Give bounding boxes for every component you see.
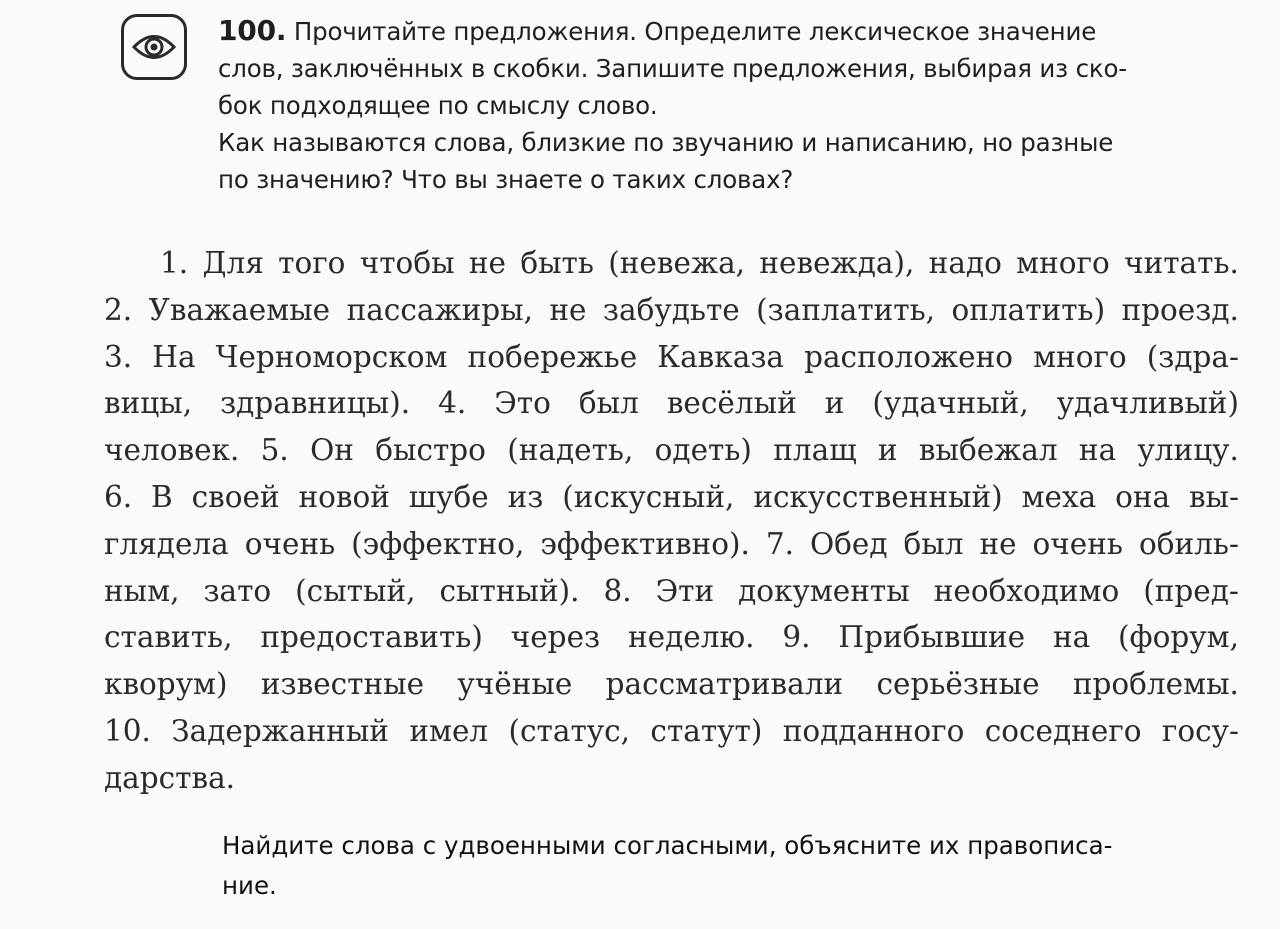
word: того	[278, 246, 346, 280]
text-line	[104, 521, 1239, 568]
text-line	[104, 287, 1239, 334]
word: много	[1033, 339, 1127, 374]
word: одеть)	[654, 433, 752, 468]
word: 9.	[782, 620, 811, 655]
word: побережье	[467, 339, 638, 374]
word: неделю.	[627, 620, 755, 655]
word: серьёзные	[876, 667, 1040, 702]
word: здравницы).	[220, 386, 411, 421]
text-line	[104, 474, 1239, 521]
word: не	[549, 292, 587, 327]
word: вицы,	[104, 386, 193, 421]
instruction-line: бок подходящее по смыслу слово.	[218, 91, 658, 120]
exercise-number: 100.	[218, 14, 287, 47]
word: ставить,	[104, 620, 233, 655]
word: быть	[520, 246, 594, 280]
word: забудьте	[602, 292, 740, 327]
exercise-instructions	[218, 12, 1243, 198]
word: надо	[928, 246, 1002, 280]
text-line	[104, 661, 1239, 708]
word: очень	[1032, 526, 1123, 561]
word: 3.	[104, 339, 133, 374]
word: 8.	[603, 573, 632, 608]
word: Черноморском	[215, 339, 448, 374]
word: 1.	[160, 246, 189, 280]
word: и	[824, 386, 845, 421]
word: (невежа,	[608, 246, 746, 280]
word: (заплатить,	[756, 292, 936, 327]
word: ным,	[104, 573, 180, 608]
word: быстро	[375, 433, 486, 468]
word: (искусный,	[562, 479, 735, 514]
word: на	[1052, 620, 1091, 655]
word: кворум)	[104, 667, 228, 702]
word: выбежал	[918, 433, 1058, 468]
word: (надеть,	[507, 433, 634, 468]
word: Для	[202, 246, 264, 280]
word: (удачный,	[872, 386, 1029, 421]
word: (статус,	[508, 713, 631, 748]
instruction-line: по значению? Что вы знаете о таких словах?	[218, 165, 794, 194]
additional-task	[222, 826, 1242, 906]
word: обиль-	[1138, 526, 1239, 561]
word: документы	[738, 573, 910, 608]
word: сытный).	[439, 573, 580, 608]
word: В	[151, 479, 173, 514]
word: Задержанный	[171, 713, 389, 748]
word: Кавказа	[657, 339, 784, 374]
word: вы-	[1188, 479, 1239, 514]
word: она	[1115, 479, 1171, 514]
word: весёлый	[666, 386, 797, 421]
word: 7.	[765, 526, 794, 561]
word: был	[578, 386, 639, 421]
text-line	[104, 334, 1239, 381]
text-line	[104, 427, 1239, 474]
word: не	[468, 246, 506, 280]
word: меха	[1021, 479, 1097, 514]
instruction-line: 100. Прочитайте предложения. Определите лексическое значение	[218, 14, 1097, 47]
word: необходимо	[933, 573, 1120, 608]
text-line	[104, 614, 1239, 661]
word: эффективно).	[540, 526, 750, 561]
text-line: дарства.	[104, 760, 236, 795]
word: имел	[409, 713, 489, 748]
word: пассажиры,	[346, 292, 533, 327]
instruction-line: слов, заключённых в скобки. Запишите предложения, выбирая из ско-	[218, 54, 1127, 83]
word: своей	[191, 479, 280, 514]
word: глядела	[104, 526, 229, 561]
instruction-line: Как называются слова, близкие по звучанию и написанию, но разные	[218, 128, 1114, 157]
word: оплатить)	[951, 292, 1106, 327]
word: (пред-	[1143, 573, 1239, 608]
word: Обед	[809, 526, 888, 561]
word: Эти	[655, 573, 715, 608]
word: плащ	[773, 433, 857, 468]
word: Это	[494, 386, 551, 421]
task-line: ние.	[222, 871, 277, 900]
word: новой	[298, 479, 390, 514]
word: 4.	[438, 386, 467, 421]
word: 5.	[260, 433, 289, 468]
word: удачливый)	[1056, 386, 1239, 421]
word: 2.	[104, 292, 133, 327]
word: (эффектно,	[351, 526, 525, 561]
word: улицу.	[1137, 433, 1239, 468]
exercise-sentences	[104, 240, 1239, 802]
word: из	[507, 479, 544, 514]
word: 10.	[104, 713, 151, 748]
text-line	[104, 568, 1239, 615]
word: через	[510, 620, 601, 655]
word: подданного	[782, 713, 965, 748]
word: не	[979, 526, 1017, 561]
word: рассматривали	[605, 667, 844, 702]
word: (форум,	[1118, 620, 1239, 655]
word: человек.	[104, 433, 240, 468]
word: на	[1078, 433, 1117, 468]
word: невежда),	[759, 246, 915, 280]
word: проблемы.	[1072, 667, 1239, 702]
word: 6.	[104, 479, 133, 514]
word: Прибывшие	[838, 620, 1026, 655]
word: На	[152, 339, 196, 374]
word: и	[877, 433, 898, 468]
word: статут)	[650, 713, 763, 748]
word: много	[1016, 246, 1110, 280]
word: был	[903, 526, 964, 561]
word: искусственный)	[753, 479, 1003, 514]
text-line	[104, 240, 1239, 287]
word: проезд.	[1121, 292, 1239, 327]
word: (сытый,	[295, 573, 416, 608]
eye-icon	[121, 14, 187, 80]
text-line	[104, 380, 1239, 427]
word: Уважаемые	[148, 292, 331, 327]
word: учёные	[457, 667, 573, 702]
word: шубе	[408, 479, 489, 514]
word: известные	[260, 667, 425, 702]
word: читать.	[1124, 246, 1239, 280]
text-line	[104, 708, 1239, 755]
word: зато	[203, 573, 272, 608]
word: Он	[310, 433, 354, 468]
word: очень	[244, 526, 336, 561]
word: предоставить)	[260, 620, 483, 655]
word: расположено	[804, 339, 1014, 374]
word: (здра-	[1146, 339, 1239, 374]
word: госу-	[1161, 713, 1239, 748]
word: чтобы	[359, 246, 455, 280]
task-line: Найдите слова с удвоенными согласными, объясните их правописа-	[222, 831, 1113, 860]
word: соседнего	[984, 713, 1142, 748]
